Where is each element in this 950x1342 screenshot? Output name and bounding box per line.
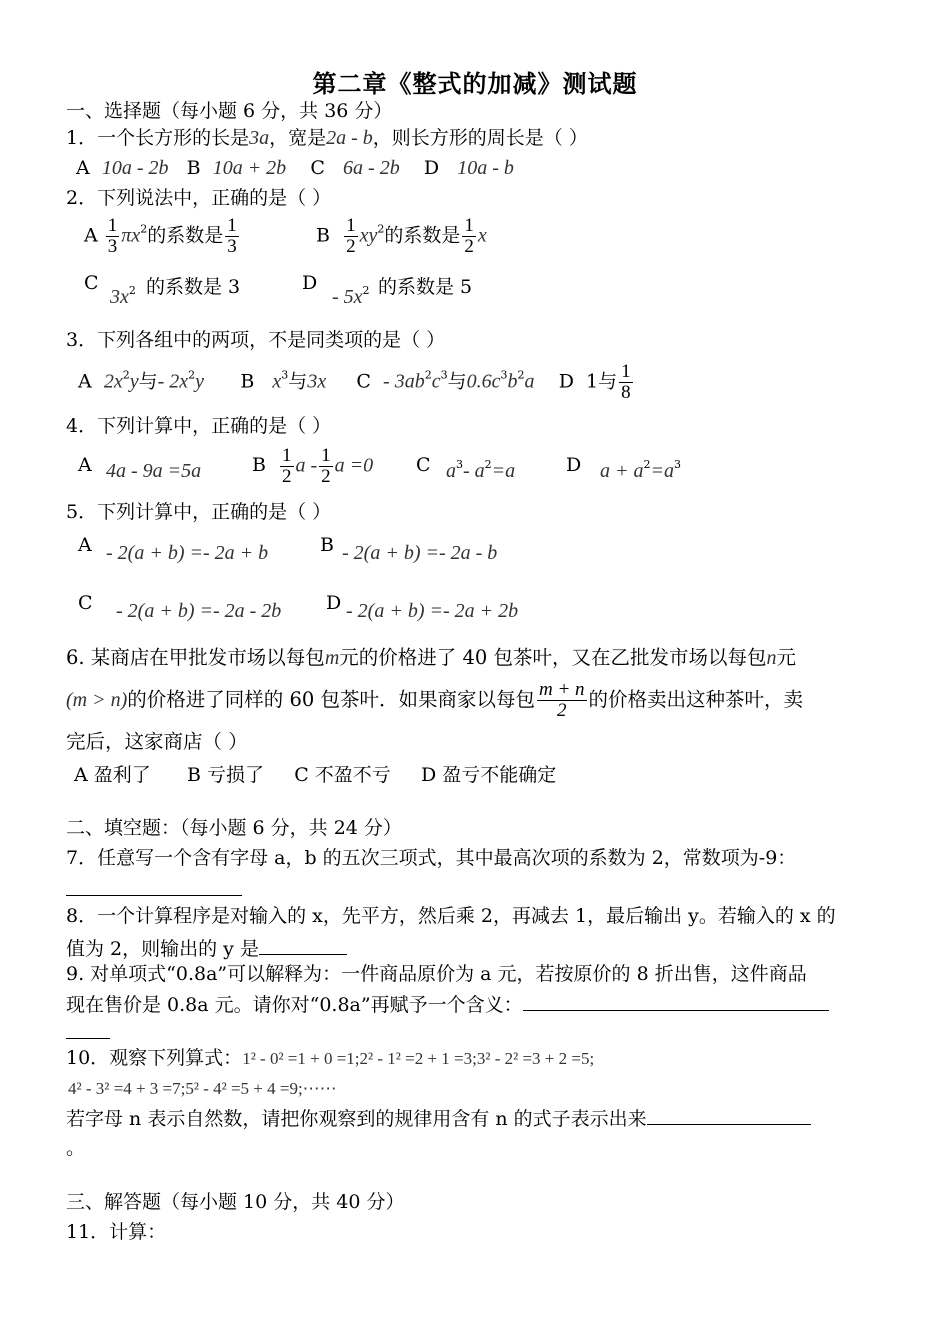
fraction-num: 1: [621, 361, 631, 382]
q6-text-c: 元: [776, 646, 796, 669]
fraction-num: 1: [321, 445, 331, 466]
q2-option-d-expr: [332, 286, 370, 309]
q6-var-m: m: [324, 647, 340, 669]
q1-width: 2a - b: [326, 127, 373, 149]
q3-a-term1: 2x: [103, 370, 123, 393]
q2-option-c-text: 的系数是 3: [146, 276, 241, 298]
q1-stem-c: ，则长方形的周长是（ ）: [372, 127, 588, 149]
pi-symbol: π: [121, 224, 132, 247]
q2-c-var: 3x: [110, 286, 129, 308]
q9-answer-blank[interactable]: [523, 990, 829, 1011]
q2-option-d-label: D: [302, 272, 318, 294]
q9-text: 现在售价是 0.8a 元。请你对“0.8a”再赋予一个含义：: [66, 994, 523, 1016]
q4-option-b: [278, 446, 373, 487]
q5-option-c: [116, 600, 281, 623]
q2-option-d-text: 的系数是 5: [378, 276, 473, 298]
q3-option-d-label: D: [558, 370, 574, 393]
q4-d-term1: a + a: [600, 460, 644, 482]
q3-d-and: 与: [598, 370, 618, 393]
q4-option-d-label: D: [566, 454, 582, 476]
q6-option-d: D 盈亏不能确定: [421, 764, 557, 786]
q6-option-b: B 亏损了: [187, 764, 265, 786]
exponent: 2: [424, 368, 432, 382]
q3-option-b-label: B: [240, 370, 255, 393]
q4-c-term1: a: [446, 460, 456, 482]
q1-option-c: 6a - 2b: [343, 157, 400, 179]
q2-b-var: xy: [359, 224, 378, 247]
q2-option-a: [84, 216, 241, 257]
q5-b-expr: - 2(a + b) =- 2a - b: [342, 542, 498, 564]
q6-options: [74, 760, 556, 787]
section-1-heading: 一、选择题（每小题 6 分，共 36 分）: [66, 100, 393, 122]
q4-option-a-label: A: [78, 454, 92, 476]
q3-c-term2-b: b: [507, 370, 518, 393]
q5-option-b: [342, 542, 497, 565]
question-8-line-1: 8．一个计算程序是对输入的 x，先平方，然后乘 2，再减去 1，最后输出 y。若输入的 x 的: [66, 905, 836, 927]
fraction: [225, 216, 239, 257]
q3-c-term1: - 3ab: [383, 370, 425, 393]
q3-c-term2-a: a: [524, 370, 535, 393]
q8-answer-blank[interactable]: [259, 934, 347, 955]
q3-a-term2-y: y: [195, 370, 205, 393]
q10-formula-2: 4² - 3² =4 + 3 =7;5² - 4² =5 + 4 =9;⋯⋯: [68, 1079, 337, 1098]
q2-a-var: x: [131, 224, 141, 247]
q1-option-a-label: A: [76, 157, 90, 179]
q3-b-term1: x: [272, 370, 282, 393]
fraction-den: 2: [557, 700, 567, 721]
q4-option-d: [600, 460, 681, 483]
q4-option-c: [446, 460, 515, 483]
q3-a-term2: - 2x: [157, 370, 189, 393]
fraction-num: m + n: [538, 679, 585, 700]
q4-a-expr: 4a - 9a =5a: [106, 460, 202, 482]
q4-option-c-label: C: [416, 454, 431, 476]
q2-b-text: 的系数是: [384, 224, 461, 247]
question-6-line-2: [66, 680, 803, 721]
exponent: 2: [140, 222, 148, 236]
question-7: 7．任意写一个含有字母 a，b 的五次三项式，其中最高次项的系数为 2，常数项为-9：: [66, 847, 797, 869]
q1-option-d-label: D: [423, 157, 440, 179]
exponent: 3: [456, 458, 463, 471]
question-10-line-1: [66, 1046, 594, 1071]
question-5-stem: 5．下列计算中，正确的是（ ）: [66, 501, 332, 523]
fraction-den: 2: [282, 466, 292, 487]
fraction: [462, 216, 476, 257]
question-9-line-2: [66, 990, 829, 1017]
exponent: 3: [500, 368, 508, 382]
fraction-num: 1: [346, 215, 356, 236]
q1-option-c-label: C: [310, 157, 325, 179]
q2-option-c-expr: [110, 286, 136, 309]
q4-d-term2: =a: [650, 460, 674, 482]
q4-b-part1: a -: [295, 454, 318, 477]
fraction-den: 2: [346, 236, 356, 257]
q3-b-and: 与: [288, 370, 308, 393]
exponent: 3: [281, 368, 289, 382]
section-2-heading: 二、填空题：（每小题 6 分，共 24 分）: [66, 817, 402, 839]
q9-answer-blank-continued[interactable]: [66, 1038, 110, 1039]
q6-var-n: n: [766, 647, 777, 669]
question-11: 11．计算：: [66, 1221, 167, 1243]
fraction-den: 3: [227, 236, 237, 257]
q5-option-d-label: D: [326, 592, 342, 614]
section-3-heading: 三、解答题（每小题 10 分，共 40 分）: [66, 1191, 405, 1213]
page-title: 第二章《整式的加减》测试题: [312, 69, 638, 98]
q2-a-text: 的系数是: [147, 224, 224, 247]
q5-option-a-label: A: [78, 534, 92, 556]
question-10-line-3: [66, 1104, 811, 1131]
q6-text-b: 元的价格进了 40 包茶叶，又在乙批发市场以每包: [339, 646, 767, 669]
q1-options: [76, 156, 514, 180]
q3-c-term2: 0.6c: [466, 370, 501, 393]
q4-c-term2: - a: [463, 460, 485, 482]
q1-stem-b: ，宽是: [269, 127, 327, 149]
fraction: [319, 446, 333, 487]
q3-option-c-label: C: [356, 370, 371, 393]
question-6-line-1: [66, 646, 796, 670]
q2-b-x: x: [477, 224, 487, 247]
exponent: 3: [674, 458, 681, 471]
q3-c-term1-c: c: [431, 370, 441, 393]
question-9-line-1: 9. 对单项式“0.8a”可以解释为：一件商品原价为 a 元，若按原价的 8 折出售，这件商品: [66, 963, 807, 985]
exponent: 2: [188, 368, 196, 382]
question-10-line-2: [68, 1076, 337, 1101]
fraction: [537, 680, 587, 721]
exponent: 2: [128, 284, 136, 297]
q6-option-c: C 不盈不亏: [294, 764, 391, 786]
q5-option-d: [346, 600, 518, 623]
q1-length: 3a: [249, 127, 270, 149]
question-6-line-3: 完后，这家商店（ ）: [66, 730, 248, 753]
q1-stem-a: 1．一个长方形的长是: [66, 127, 250, 149]
q3-b-term2: 3x: [307, 370, 327, 393]
question-2-stem: 2．下列说法中，正确的是（ ）: [66, 187, 332, 209]
q10-intro: 10．观察下列算式：: [66, 1047, 243, 1069]
fraction: [344, 216, 358, 257]
fraction-num: 1: [282, 445, 292, 466]
q5-a-expr: - 2(a + b) =- 2a + b: [106, 542, 269, 564]
q2-option-a-label: A: [84, 224, 98, 247]
q2-option-b-label: B: [316, 224, 330, 247]
exponent: 3: [440, 368, 448, 382]
q3-d-term1: 1: [586, 370, 599, 393]
exponent: 2: [484, 458, 492, 471]
q4-c-term3: =a: [491, 460, 516, 482]
q5-d-expr: - 2(a + b) =- 2a + 2b: [346, 600, 519, 622]
q10-answer-blank[interactable]: [647, 1104, 811, 1125]
exponent: 2: [377, 222, 385, 236]
q1-option-d: 10a - b: [457, 157, 514, 179]
q5-option-a: [106, 542, 268, 565]
fraction: [280, 446, 294, 487]
q10-end-mark: 。: [66, 1137, 86, 1159]
fraction-den: 8: [621, 382, 631, 403]
q4-b-part2: a =0: [334, 454, 374, 477]
q2-option-c-label: C: [84, 272, 99, 294]
fraction-num: 1: [107, 215, 118, 236]
q1-option-b: 10a + 2b: [212, 157, 287, 179]
exponent: 2: [517, 368, 525, 382]
fraction-num: 1: [227, 215, 237, 236]
q5-option-c-label: C: [78, 592, 93, 614]
q4-option-b-label: B: [252, 454, 266, 476]
q5-option-b-label: B: [320, 534, 334, 556]
fraction-num: 1: [464, 215, 474, 236]
q6-condition: (m > n): [66, 689, 128, 711]
q6-text-a: 6. 某商店在甲批发市场以每包: [66, 646, 325, 669]
fraction-den: 2: [464, 236, 474, 257]
q3-c-and: 与: [447, 370, 467, 393]
q3-a-term1-y: y: [129, 370, 139, 393]
q10-formula-1: 1² - 0² =1 + 0 =1;2² - 1² =2 + 1 =3;3² - 2² =3 + 2 =5;: [242, 1049, 595, 1068]
q6-text-e: 的价格卖出这种茶叶，卖: [588, 688, 804, 711]
fraction: [619, 362, 633, 403]
q7-answer-blank[interactable]: [66, 895, 242, 896]
fraction-den: 3: [107, 236, 118, 257]
fraction-den: 2: [321, 466, 331, 487]
q2-d-var: - 5x: [332, 286, 363, 308]
exponent: 2: [643, 458, 651, 471]
q3-options: [78, 362, 635, 403]
q3-option-a-label: A: [78, 370, 92, 393]
q2-option-b: [316, 216, 487, 257]
question-1: [66, 126, 588, 150]
q6-option-a: A 盈利了: [74, 764, 151, 786]
exponent: 2: [362, 284, 370, 297]
q1-option-b-label: B: [186, 157, 201, 179]
q10-text: 若字母 n 表示自然数，请把你观察到的规律用含有 n 的式子表示出来: [66, 1108, 647, 1130]
q3-a-and: 与: [138, 370, 158, 393]
q4-option-a: [106, 460, 201, 483]
q6-text-d: 的价格进了同样的 60 包茶叶．如果商家以每包: [127, 688, 535, 711]
q5-c-expr: - 2(a + b) =- 2a - 2b: [116, 600, 282, 622]
q1-option-a: 10a - 2b: [101, 157, 169, 179]
fraction: [106, 216, 120, 257]
question-4-stem: 4．下列计算中，正确的是（ ）: [66, 415, 332, 437]
q8-text: 值为 2，则输出的 y 是: [66, 938, 259, 960]
question-8-line-2: [66, 934, 347, 961]
question-3-stem: 3．下列各组中的两项，不是同类项的是（ ）: [66, 329, 446, 351]
exponent: 2: [122, 368, 130, 382]
